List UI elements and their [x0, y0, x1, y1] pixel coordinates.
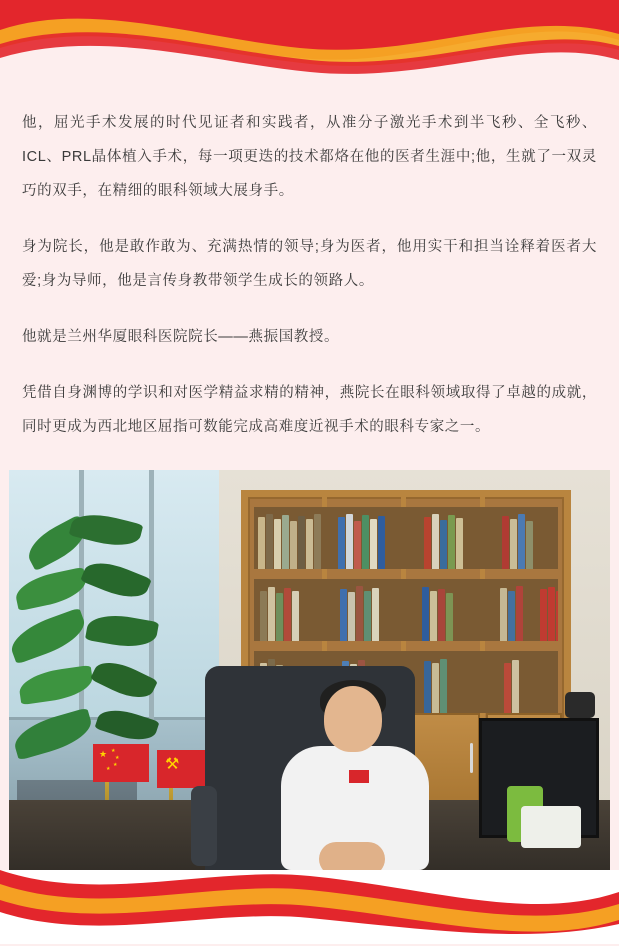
- paragraph-3: 他就是兰州华厦眼科医院院长——燕振国教授。: [22, 329, 340, 345]
- party-flag: ⚒: [157, 750, 213, 788]
- photo-scene: [9, 470, 610, 870]
- top-decorative-ribbon: [0, 0, 619, 92]
- article-photo: [9, 470, 610, 870]
- tissue-box: [521, 806, 581, 848]
- paragraph-2: 身为院长，他是敢作敢为、充满热情的领导;身为医者，他用实干和担当诠释着医者大爱;身为导师，他是言传身教带领学生成长的领路人。: [22, 239, 597, 289]
- paragraph-1: 他，屈光手术发展的时代见证者和实践者，从准分子激光手术到半飞秒、全飞秒、ICL、PRL晶体植入手术，每一项更迭的技术都烙在他的医者生涯中;他，生就了一双灵巧的双手，在精细的眼科领域大展身手。: [22, 115, 597, 199]
- article-body: [0, 92, 619, 470]
- person-hands: [319, 842, 385, 870]
- flag-lapel-badge: [349, 770, 369, 783]
- bookshelf-row-2: [254, 579, 558, 641]
- bookshelf-row-1: [254, 507, 558, 569]
- bottom-ribbon-graphic: [0, 870, 619, 944]
- national-flag: ★ ★ ★ ★ ★: [93, 744, 149, 782]
- top-ribbon-graphic: [0, 0, 619, 92]
- bottom-decorative-ribbon: [0, 870, 619, 944]
- paragraph-4: 凭借自身渊博的学识和对医学精益求精的精神，燕院长在眼科领域取得了卓越的成就，同时更成为西北地区屈指可数能完成高难度近视手术的眼科专家之一。: [22, 385, 597, 435]
- person-head: [324, 686, 382, 752]
- video-camera: [565, 692, 595, 718]
